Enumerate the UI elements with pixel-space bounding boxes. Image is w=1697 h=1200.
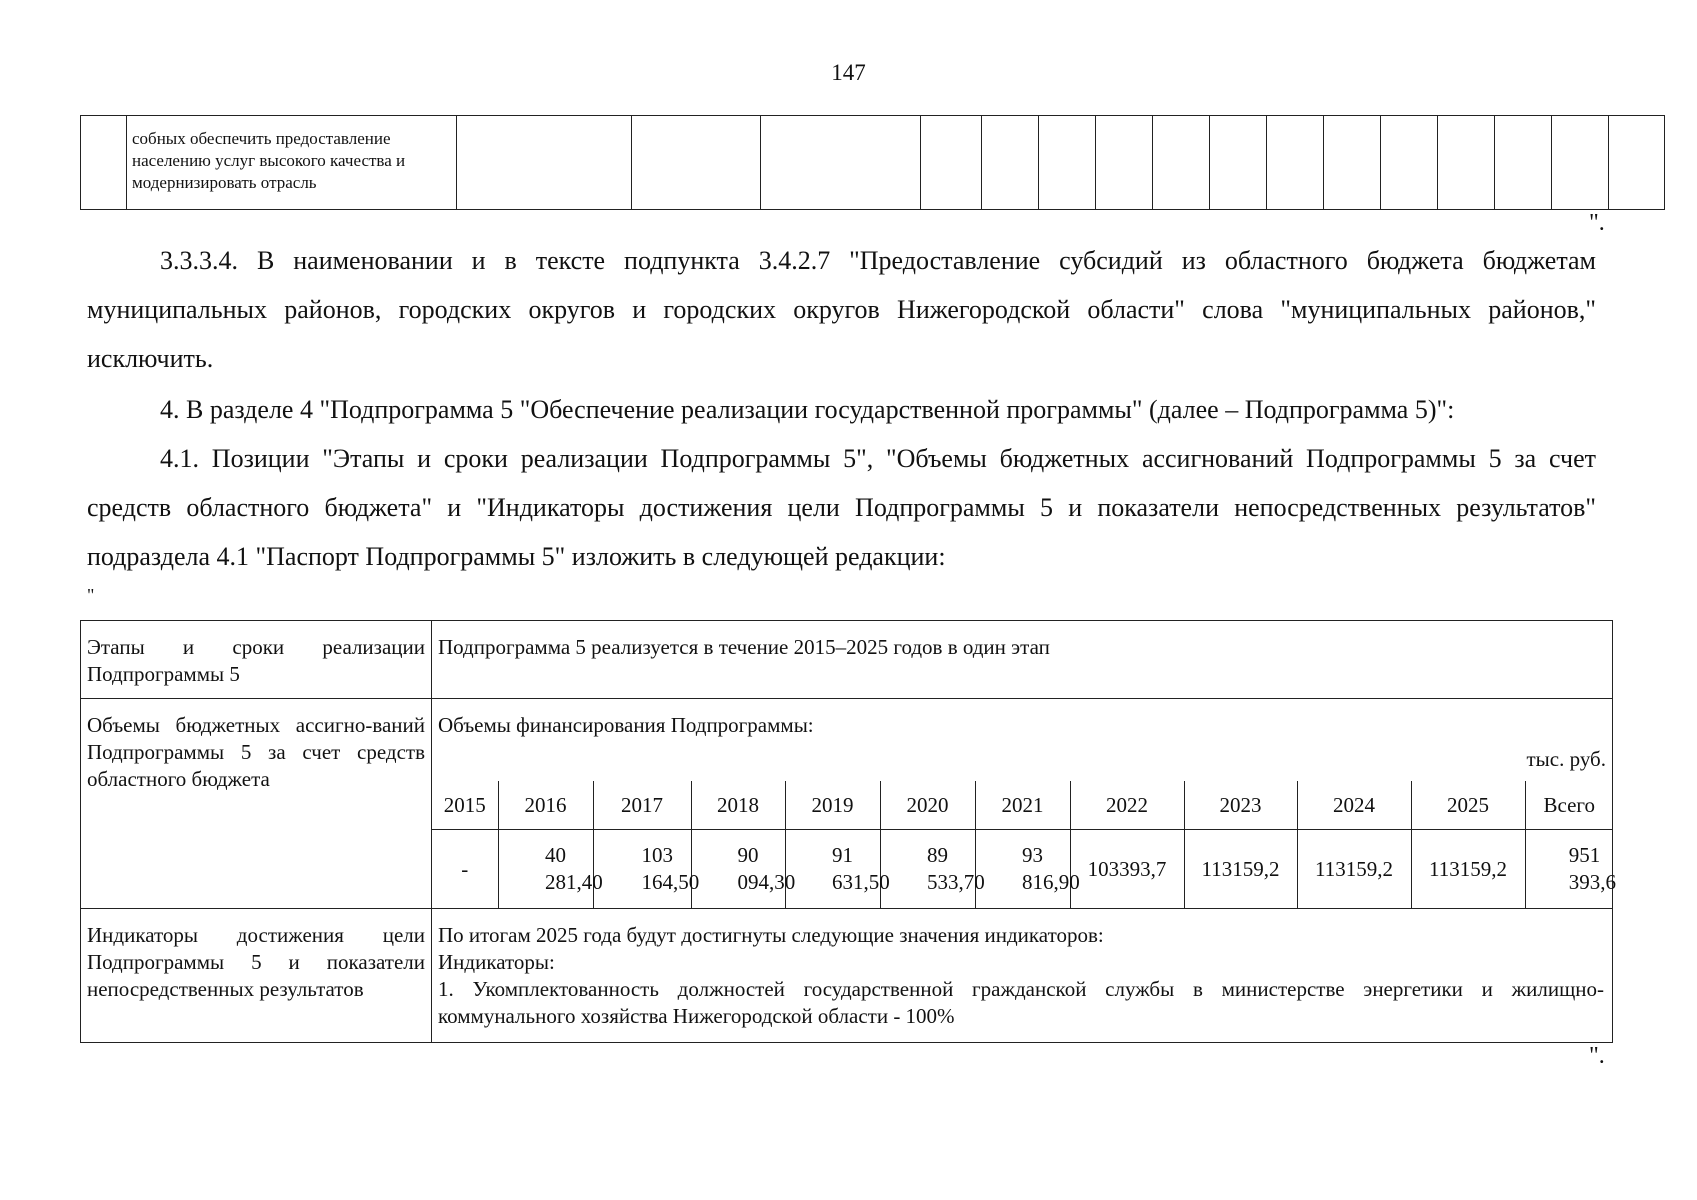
year-value: 113159,2 <box>1411 830 1525 909</box>
paragraph-4-1: 4.1. Позиции "Этапы и сроки реализации Подпрограммы 5", "Объемы бюджетных ассигнований Подпрограммы 5 за счет средств областного бюджета" и "Индикаторы достижения цели Подпрограммы 5 и показатели непосредственных результатов" подраздела 4.1 "Паспорт Подпрограммы 5" изложить в следующей редакции: <box>87 444 1596 571</box>
year-value: - <box>432 830 498 909</box>
year-header: 2019 <box>785 781 880 830</box>
year-header: 2017 <box>593 781 691 830</box>
paragraph-3-3-3-4: 3.3.3.4. В наименовании и в тексте подпункта 3.4.2.7 "Предоставление субсидий из областного бюджета бюджетам муниципальных районов, городских округов и городских округов Нижегородской области" слова "муниципальных районов," исключить. <box>87 246 1596 373</box>
table-cell <box>1438 116 1495 210</box>
closing-quote: ". <box>1589 210 1605 236</box>
budget-label: Объемы бюджетных ассигно-ваний Подпрограммы 5 за счет средств областного бюджета <box>81 699 432 909</box>
stages-content: Подпрограмма 5 реализуется в течение 2015–2025 годов в один этап <box>432 621 1613 699</box>
paragraph-4: 4. В разделе 4 "Подпрограмма 5 "Обеспечение реализации государственной программы" (далее – Подпрограмма 5)": <box>160 395 1455 424</box>
year-header: 2021 <box>975 781 1070 830</box>
indicators-heading: Индикаторы: <box>438 950 555 974</box>
financing-title: Объемы финансирования Подпрограммы: <box>438 713 814 737</box>
table-cell <box>1153 116 1210 210</box>
unit-label: тыс. руб. <box>1526 747 1606 771</box>
year-header: 2023 <box>1184 781 1297 830</box>
stages-label: Этапы и сроки реализации Подпрограммы 5 <box>81 621 432 699</box>
year-header: 2015 <box>432 781 498 830</box>
continuation-table <box>80 115 1665 210</box>
year-value: 103 164,50 <box>593 830 691 909</box>
year-value: 40 281,40 <box>498 830 593 909</box>
year-value: 103393,7 <box>1070 830 1184 909</box>
year-header: 2024 <box>1297 781 1411 830</box>
closing-quote: ". <box>1589 1043 1605 1069</box>
table-cell <box>81 116 127 210</box>
year-value: 90 094,30 <box>691 830 785 909</box>
table-cell <box>1267 116 1324 210</box>
page-number: 147 <box>831 60 866 85</box>
table-cell <box>982 116 1039 210</box>
indicators-content <box>432 909 1613 1043</box>
year-value: 89 533,70 <box>880 830 975 909</box>
financing-table <box>432 781 1616 908</box>
table-cell <box>1495 116 1552 210</box>
year-value: 113159,2 <box>1297 830 1411 909</box>
passport-table <box>80 620 1616 1043</box>
year-header: 2016 <box>498 781 593 830</box>
table-cell <box>761 116 921 210</box>
year-header: 2022 <box>1070 781 1184 830</box>
table-cell <box>1096 116 1153 210</box>
table-cell <box>921 116 982 210</box>
total-value: 951 393,6 <box>1525 830 1613 909</box>
year-value: 113159,2 <box>1184 830 1297 909</box>
indicators-label: Индикаторы достижения цели Подпрограммы 5 и показатели непосредственных результатов <box>81 909 432 1043</box>
indicators-intro: По итогам 2025 года будут достигнуты следующие значения индикаторов: <box>438 923 1104 947</box>
total-header: Всего <box>1525 781 1613 830</box>
table-cell <box>1552 116 1609 210</box>
table-cell <box>1381 116 1438 210</box>
year-header: 2018 <box>691 781 785 830</box>
table-cell <box>1609 116 1665 210</box>
year-header: 2025 <box>1411 781 1525 830</box>
table-cell <box>457 116 632 210</box>
table-cell <box>1039 116 1096 210</box>
table-cell-text: собных обеспечить предоставление населению услуг высокого качества и модернизировать отрасль <box>127 116 457 210</box>
table-cell <box>1324 116 1381 210</box>
opening-quote: " <box>87 585 95 605</box>
year-value: 93 816,90 <box>975 830 1070 909</box>
budget-content <box>432 699 1616 909</box>
table-cell <box>1210 116 1267 210</box>
table-cell <box>632 116 761 210</box>
year-header: 2020 <box>880 781 975 830</box>
year-value: 91 631,50 <box>785 830 880 909</box>
indicator-1: 1. Укомплектованность должностей государственной гражданской службы в министерстве энергетики и жилищно-коммунального хозяйства Нижегородской области - 100% <box>438 977 1604 1028</box>
